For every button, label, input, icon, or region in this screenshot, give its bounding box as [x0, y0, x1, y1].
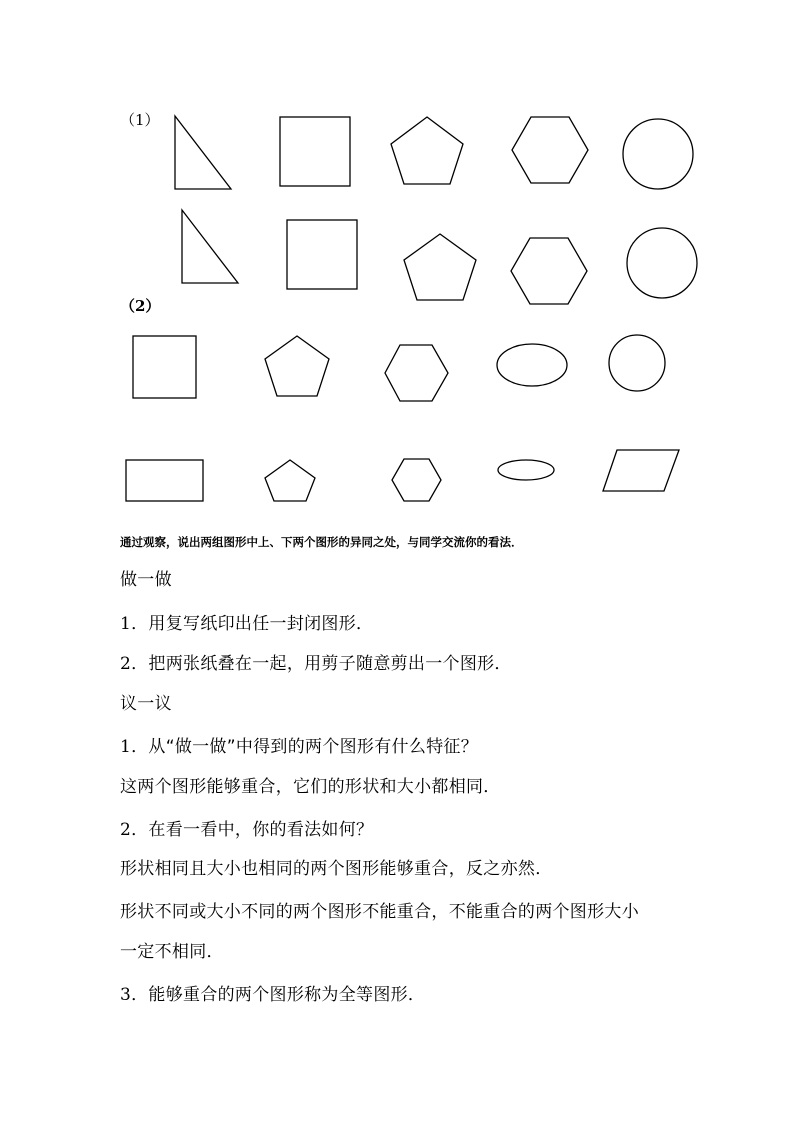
section-heading-discuss: 议一议 — [120, 694, 172, 714]
figures-area — [0, 0, 794, 520]
discuss-q2-number: 2． — [120, 820, 149, 840]
discuss-q1-number: 1． — [120, 737, 149, 757]
discuss-q2-text: 在看一看中，你的看法如何？ — [148, 820, 374, 840]
hexagon-g2-top — [385, 345, 448, 401]
discuss-q3-text: 能够重合的两个图形称为全等图形． — [148, 985, 426, 1005]
parallelogram-g2-bottom — [603, 450, 679, 491]
discuss-answer-2-line-2: 形状不同或大小不同的两个图形不能重合，不能重合的两个图形大小 — [120, 902, 639, 922]
pentagon-g2-bottom — [265, 460, 315, 501]
triangle-g1-top — [175, 116, 231, 189]
group-1-label: （1） — [120, 111, 160, 129]
do-item-1-text: 用复写纸印出任一封闭图形． — [148, 614, 374, 634]
discuss-q1-text: 从“做一做”中得到的两个图形有什么特征？ — [148, 737, 479, 757]
square-g2-top — [133, 336, 196, 398]
do-item-2 — [120, 649, 512, 674]
circle-g2-top — [609, 335, 665, 391]
discuss-answer-1: 这两个图形能够重合，它们的形状和大小都相同． — [120, 777, 501, 797]
discuss-answer-2-line-1: 形状相同且大小也相同的两个图形能够重合，反之亦然． — [120, 859, 553, 879]
discuss-question-3 — [120, 980, 425, 1005]
discuss-question-2 — [120, 815, 373, 840]
group-2-label: （2） — [120, 297, 161, 315]
circle-g1-bottom — [627, 228, 697, 298]
pentagon-g1-bottom — [404, 234, 476, 300]
do-item-1 — [120, 609, 373, 634]
pentagon-g2-top — [265, 336, 329, 396]
section-heading-do: 做一做 — [120, 570, 172, 590]
pentagon-g1-top — [391, 117, 463, 184]
discuss-q3-number: 3． — [120, 985, 149, 1005]
shapes-canvas — [0, 0, 794, 520]
hexagon-g1-bottom — [511, 238, 587, 304]
discuss-answer-2-line-3: 一定不相同． — [120, 942, 224, 962]
square-g1-bottom — [287, 220, 357, 289]
discuss-question-1 — [120, 732, 478, 757]
hexagon-g1-top — [512, 117, 588, 183]
ellipse-g2-bottom — [498, 460, 554, 480]
ellipse-g2-top — [497, 344, 567, 386]
triangle-g1-bottom — [182, 210, 238, 283]
circle-g1-top — [623, 119, 693, 189]
observation-caption: 通过观察，说出两组图形中上、下两个图形的异同之处，与同学交流你的看法． — [120, 535, 523, 549]
do-item-1-number: 1． — [120, 614, 149, 634]
do-item-2-text: 把两张纸叠在一起，用剪子随意剪出一个图形． — [148, 654, 512, 674]
hexagon-g2-bottom — [392, 459, 441, 501]
rectangle-g2-bottom — [126, 460, 203, 501]
do-item-2-number: 2． — [120, 654, 149, 674]
square-g1-top — [280, 117, 350, 186]
